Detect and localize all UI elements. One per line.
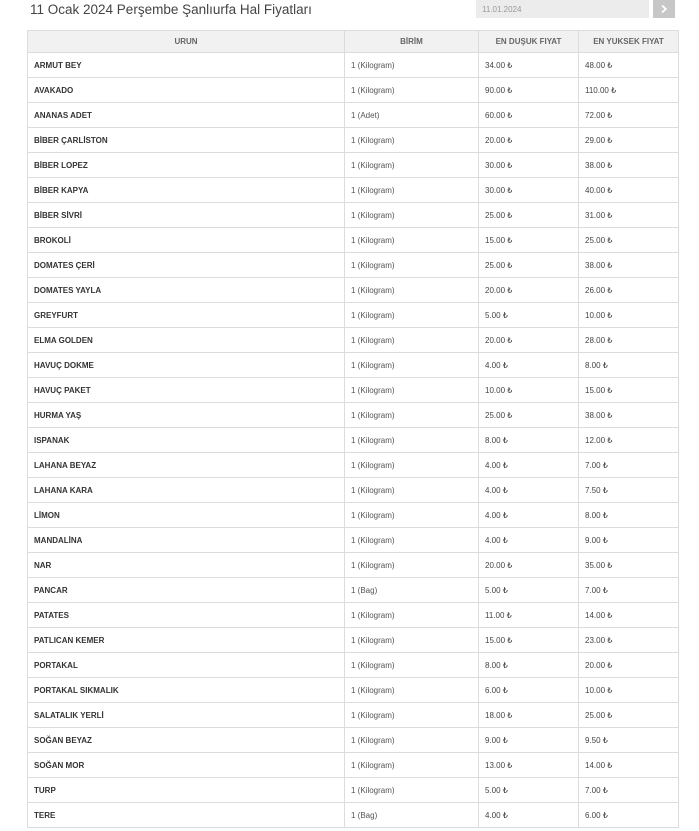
- min-price-cell: 5.00 ₺: [479, 778, 579, 803]
- table-row: [28, 403, 679, 428]
- product-name-cell: DOMATES ÇERİ: [28, 253, 345, 278]
- product-name-cell: PORTAKAL: [28, 653, 345, 678]
- table-row: [28, 103, 679, 128]
- date-input[interactable]: [476, 0, 649, 18]
- product-name-cell: BİBER ÇARLİSTON: [28, 128, 345, 153]
- table-row: [28, 303, 679, 328]
- min-price-cell: 20.00 ₺: [479, 553, 579, 578]
- table-row: [28, 553, 679, 578]
- product-name-cell: GREYFURT: [28, 303, 345, 328]
- min-price-cell: 60.00 ₺: [479, 103, 579, 128]
- min-price-cell: 4.00 ₺: [479, 478, 579, 503]
- col-header-product: URUN: [28, 31, 345, 53]
- max-price-cell: 72.00 ₺: [579, 103, 679, 128]
- unit-cell: 1 (Kilogram): [345, 278, 479, 303]
- max-price-cell: 12.00 ₺: [579, 428, 679, 453]
- table-row: [28, 778, 679, 803]
- table-header-row: [28, 31, 679, 53]
- table-row: [28, 53, 679, 78]
- product-name-cell: PATLICAN KEMER: [28, 628, 345, 653]
- table-row: [28, 528, 679, 553]
- unit-cell: 1 (Kilogram): [345, 753, 479, 778]
- min-price-cell: 11.00 ₺: [479, 603, 579, 628]
- product-name-cell: HAVUÇ DOKME: [28, 353, 345, 378]
- max-price-cell: 7.00 ₺: [579, 453, 679, 478]
- table-row: [28, 278, 679, 303]
- max-price-cell: 38.00 ₺: [579, 403, 679, 428]
- unit-cell: 1 (Adet): [345, 103, 479, 128]
- max-price-cell: 35.00 ₺: [579, 553, 679, 578]
- product-name-cell: ELMA GOLDEN: [28, 328, 345, 353]
- unit-cell: 1 (Kilogram): [345, 453, 479, 478]
- max-price-cell: 110.00 ₺: [579, 78, 679, 103]
- max-price-cell: 10.00 ₺: [579, 303, 679, 328]
- table-row: [28, 603, 679, 628]
- max-price-cell: 25.00 ₺: [579, 228, 679, 253]
- unit-cell: 1 (Kilogram): [345, 378, 479, 403]
- product-name-cell: TERE: [28, 803, 345, 828]
- product-name-cell: LAHANA KARA: [28, 478, 345, 503]
- min-price-cell: 6.00 ₺: [479, 678, 579, 703]
- unit-cell: 1 (Kilogram): [345, 128, 479, 153]
- unit-cell: 1 (Kilogram): [345, 678, 479, 703]
- unit-cell: 1 (Kilogram): [345, 503, 479, 528]
- table-row: [28, 128, 679, 153]
- unit-cell: 1 (Kilogram): [345, 428, 479, 453]
- col-header-max-price: EN YUKSEK FIYAT: [579, 31, 679, 53]
- min-price-cell: 5.00 ₺: [479, 303, 579, 328]
- min-price-cell: 5.00 ₺: [479, 578, 579, 603]
- max-price-cell: 8.00 ₺: [579, 503, 679, 528]
- min-price-cell: 30.00 ₺: [479, 178, 579, 203]
- max-price-cell: 23.00 ₺: [579, 628, 679, 653]
- page-title: 11 Ocak 2024 Perşembe Şanlıurfa Hal Fiyatları: [30, 2, 312, 17]
- min-price-cell: 8.00 ₺: [479, 428, 579, 453]
- table-row: [28, 178, 679, 203]
- product-name-cell: BROKOLİ: [28, 228, 345, 253]
- table-row: [28, 753, 679, 778]
- max-price-cell: 38.00 ₺: [579, 153, 679, 178]
- table-row: [28, 653, 679, 678]
- min-price-cell: 20.00 ₺: [479, 278, 579, 303]
- table-row: [28, 428, 679, 453]
- page-header: [0, 0, 699, 26]
- max-price-cell: 40.00 ₺: [579, 178, 679, 203]
- min-price-cell: 10.00 ₺: [479, 378, 579, 403]
- unit-cell: 1 (Kilogram): [345, 53, 479, 78]
- max-price-cell: 38.00 ₺: [579, 253, 679, 278]
- min-price-cell: 4.00 ₺: [479, 528, 579, 553]
- min-price-cell: 20.00 ₺: [479, 128, 579, 153]
- table-row: [28, 153, 679, 178]
- unit-cell: 1 (Kilogram): [345, 553, 479, 578]
- unit-cell: 1 (Kilogram): [345, 153, 479, 178]
- product-name-cell: ARMUT BEY: [28, 53, 345, 78]
- max-price-cell: 10.00 ₺: [579, 678, 679, 703]
- min-price-cell: 18.00 ₺: [479, 703, 579, 728]
- min-price-cell: 8.00 ₺: [479, 653, 579, 678]
- min-price-cell: 4.00 ₺: [479, 353, 579, 378]
- table-row: [28, 353, 679, 378]
- table-row: [28, 378, 679, 403]
- unit-cell: 1 (Kilogram): [345, 228, 479, 253]
- min-price-cell: 25.00 ₺: [479, 253, 579, 278]
- min-price-cell: 4.00 ₺: [479, 803, 579, 828]
- max-price-cell: 29.00 ₺: [579, 128, 679, 153]
- unit-cell: 1 (Kilogram): [345, 703, 479, 728]
- max-price-cell: 25.00 ₺: [579, 703, 679, 728]
- max-price-cell: 7.50 ₺: [579, 478, 679, 503]
- product-name-cell: SOĞAN BEYAZ: [28, 728, 345, 753]
- min-price-cell: 30.00 ₺: [479, 153, 579, 178]
- product-name-cell: PORTAKAL SIKMALIK: [28, 678, 345, 703]
- table-row: [28, 253, 679, 278]
- table-row: [28, 478, 679, 503]
- product-name-cell: LİMON: [28, 503, 345, 528]
- unit-cell: 1 (Kilogram): [345, 178, 479, 203]
- product-name-cell: HURMA YAŞ: [28, 403, 345, 428]
- product-name-cell: MANDALİNA: [28, 528, 345, 553]
- min-price-cell: 15.00 ₺: [479, 228, 579, 253]
- table-row: [28, 703, 679, 728]
- min-price-cell: 4.00 ₺: [479, 453, 579, 478]
- max-price-cell: 7.00 ₺: [579, 778, 679, 803]
- unit-cell: 1 (Kilogram): [345, 653, 479, 678]
- min-price-cell: 25.00 ₺: [479, 203, 579, 228]
- table-row: [28, 78, 679, 103]
- unit-cell: 1 (Kilogram): [345, 478, 479, 503]
- chevron-right-icon: [659, 4, 669, 14]
- max-price-cell: 26.00 ₺: [579, 278, 679, 303]
- table-row: [28, 728, 679, 753]
- table-row: [28, 628, 679, 653]
- unit-cell: 1 (Kilogram): [345, 78, 479, 103]
- product-name-cell: BİBER SİVRİ: [28, 203, 345, 228]
- unit-cell: 1 (Bag): [345, 578, 479, 603]
- min-price-cell: 20.00 ₺: [479, 328, 579, 353]
- unit-cell: 1 (Kilogram): [345, 528, 479, 553]
- max-price-cell: 14.00 ₺: [579, 753, 679, 778]
- max-price-cell: 6.00 ₺: [579, 803, 679, 828]
- product-name-cell: SALATALIK YERLİ: [28, 703, 345, 728]
- product-name-cell: BİBER LOPEZ: [28, 153, 345, 178]
- table-row: [28, 578, 679, 603]
- unit-cell: 1 (Kilogram): [345, 253, 479, 278]
- max-price-cell: 31.00 ₺: [579, 203, 679, 228]
- max-price-cell: 14.00 ₺: [579, 603, 679, 628]
- table-row: [28, 328, 679, 353]
- max-price-cell: 48.00 ₺: [579, 53, 679, 78]
- unit-cell: 1 (Kilogram): [345, 728, 479, 753]
- min-price-cell: 4.00 ₺: [479, 503, 579, 528]
- product-name-cell: ISPANAK: [28, 428, 345, 453]
- min-price-cell: 25.00 ₺: [479, 403, 579, 428]
- product-name-cell: NAR: [28, 553, 345, 578]
- unit-cell: 1 (Kilogram): [345, 303, 479, 328]
- table-row: [28, 678, 679, 703]
- product-name-cell: ANANAS ADET: [28, 103, 345, 128]
- min-price-cell: 9.00 ₺: [479, 728, 579, 753]
- unit-cell: 1 (Kilogram): [345, 603, 479, 628]
- min-price-cell: 34.00 ₺: [479, 53, 579, 78]
- max-price-cell: 15.00 ₺: [579, 378, 679, 403]
- max-price-cell: 7.00 ₺: [579, 578, 679, 603]
- table-row: [28, 803, 679, 828]
- max-price-cell: 9.50 ₺: [579, 728, 679, 753]
- col-header-unit: BİRİM: [345, 31, 479, 53]
- unit-cell: 1 (Kilogram): [345, 628, 479, 653]
- table-row: [28, 203, 679, 228]
- table-row: [28, 228, 679, 253]
- unit-cell: 1 (Kilogram): [345, 203, 479, 228]
- product-name-cell: HAVUÇ PAKET: [28, 378, 345, 403]
- product-name-cell: TURP: [28, 778, 345, 803]
- product-name-cell: BİBER KAPYA: [28, 178, 345, 203]
- product-name-cell: AVAKADO: [28, 78, 345, 103]
- table-row: [28, 453, 679, 478]
- product-name-cell: LAHANA BEYAZ: [28, 453, 345, 478]
- product-name-cell: PATATES: [28, 603, 345, 628]
- max-price-cell: 8.00 ₺: [579, 353, 679, 378]
- product-name-cell: PANCAR: [28, 578, 345, 603]
- col-header-min-price: EN DUŞUK FIYAT: [479, 31, 579, 53]
- product-name-cell: SOĞAN MOR: [28, 753, 345, 778]
- unit-cell: 1 (Kilogram): [345, 778, 479, 803]
- min-price-cell: 15.00 ₺: [479, 628, 579, 653]
- unit-cell: 1 (Bag): [345, 803, 479, 828]
- product-name-cell: DOMATES YAYLA: [28, 278, 345, 303]
- unit-cell: 1 (Kilogram): [345, 403, 479, 428]
- price-table: [27, 30, 679, 828]
- min-price-cell: 90.00 ₺: [479, 78, 579, 103]
- unit-cell: 1 (Kilogram): [345, 353, 479, 378]
- min-price-cell: 13.00 ₺: [479, 753, 579, 778]
- max-price-cell: 28.00 ₺: [579, 328, 679, 353]
- table-body: [28, 53, 679, 828]
- table-row: [28, 503, 679, 528]
- go-button[interactable]: [653, 0, 675, 18]
- max-price-cell: 20.00 ₺: [579, 653, 679, 678]
- max-price-cell: 9.00 ₺: [579, 528, 679, 553]
- unit-cell: 1 (Kilogram): [345, 328, 479, 353]
